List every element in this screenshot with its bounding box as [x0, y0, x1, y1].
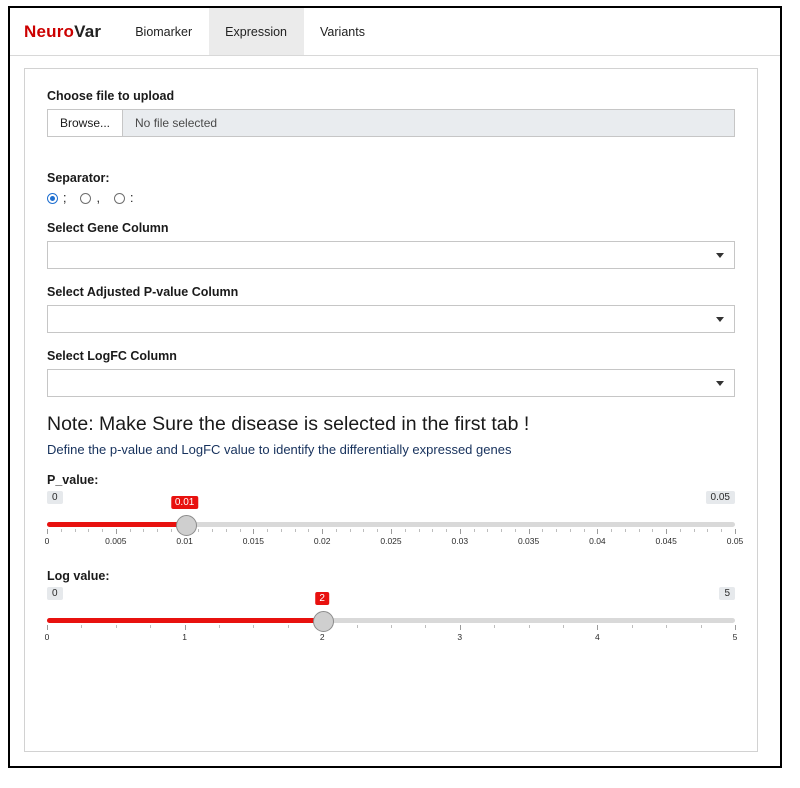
slider-tick-minor	[143, 529, 144, 532]
slider-tick-minor	[515, 529, 516, 532]
slider-tick-minor	[584, 529, 585, 532]
separator-option-semicolon-label: ;	[63, 191, 67, 205]
slider-tick-label: 0.025	[380, 536, 402, 546]
slider-tick-minor	[130, 529, 131, 532]
slider-tick-minor	[625, 529, 626, 532]
slider-tick-label: 0.02	[313, 536, 331, 546]
logfc-column-select[interactable]	[47, 369, 735, 397]
slider-tick-label: 0.05	[726, 536, 744, 546]
chevron-down-icon	[716, 317, 724, 322]
separator-option-semicolon[interactable]	[47, 191, 66, 205]
pvalue-slider-block	[44, 473, 744, 546]
log-slider-max: 5	[719, 587, 735, 600]
brand-logo[interactable]	[10, 8, 119, 55]
tab-biomarker[interactable]	[119, 8, 209, 55]
log-slider[interactable]	[44, 593, 738, 642]
slider-tick-minor	[556, 529, 557, 532]
slider-tick-minor	[102, 529, 103, 532]
slider-tick	[735, 625, 736, 630]
slider-tick-minor	[542, 529, 543, 532]
gene-column-label: Select Gene Column	[47, 221, 169, 235]
log-slider-ticks	[44, 625, 738, 642]
slider-tick-minor	[639, 529, 640, 532]
brand-part-one: Neuro	[24, 21, 75, 41]
slider-tick-label: 4	[595, 632, 600, 642]
slider-tick-minor	[425, 625, 426, 628]
pvalue-slider-ends	[47, 491, 735, 507]
pvalue-slider-caption: P_value:	[47, 473, 99, 487]
slider-tick-minor	[652, 529, 653, 532]
radio-icon[interactable]	[47, 193, 58, 204]
log-slider-ends	[47, 587, 735, 603]
radio-icon[interactable]	[80, 193, 91, 204]
slider-tick	[253, 529, 254, 534]
slider-tick-label: 0.01	[176, 536, 193, 546]
slider-tick-label: 1	[182, 632, 187, 642]
slider-tick-minor	[336, 529, 337, 532]
file-upload-control[interactable]	[47, 109, 735, 137]
slider-tick-label: 2	[319, 632, 325, 642]
pvalue-slider-min: 0	[47, 491, 63, 504]
separator-group	[47, 171, 735, 205]
radio-icon[interactable]	[114, 193, 125, 204]
slider-tick	[597, 625, 598, 630]
separator-option-comma-label: ,	[96, 191, 100, 205]
slider-tick-minor	[419, 529, 420, 532]
separator-label: Separator:	[47, 171, 110, 185]
note-subtext: Define the p-value and LogFC value to identify the differentially expressed genes	[47, 442, 512, 457]
slider-tick-label: 0.015	[242, 536, 265, 546]
note-headline: Note: Make Sure the disease is selected in the first tab !	[47, 413, 530, 435]
slider-tick-label: 0.005	[105, 536, 127, 546]
slider-tick-minor	[226, 529, 227, 532]
chevron-down-icon	[716, 253, 724, 258]
logfc-column-label: Select LogFC Column	[47, 349, 177, 363]
slider-tick-minor	[267, 529, 268, 532]
slider-tick-minor	[308, 529, 309, 532]
slider-tick-minor	[350, 529, 351, 532]
tab-biomarker-label: Biomarker	[135, 24, 193, 39]
upload-label: Choose file to upload	[47, 89, 175, 103]
slider-tick-label: 0	[44, 536, 50, 546]
slider-tick-minor	[81, 625, 82, 628]
slider-tick-minor	[680, 529, 681, 532]
separator-option-colon-label: :	[129, 191, 134, 205]
separator-radio-row	[47, 191, 735, 205]
slider-tick	[47, 529, 48, 534]
slider-tick-minor	[529, 625, 530, 628]
slider-tick-minor	[150, 625, 151, 628]
slider-tick-minor	[563, 625, 564, 628]
slider-tick-minor	[357, 625, 358, 628]
slider-tick-minor	[219, 625, 220, 628]
slider-tick-minor	[474, 529, 475, 532]
slider-tick-minor	[288, 625, 289, 628]
slider-tick-minor	[446, 529, 447, 532]
slider-tick-minor	[666, 625, 667, 628]
expression-panel	[24, 68, 758, 752]
slider-tick-minor	[632, 625, 633, 628]
slider-tick-label: 0.03	[451, 536, 469, 546]
pvalue-column-field	[47, 285, 735, 333]
slider-tick-minor	[198, 529, 199, 532]
slider-tick-minor	[157, 529, 158, 532]
separator-option-comma[interactable]	[80, 191, 99, 205]
slider-tick	[666, 529, 667, 534]
slider-tick-minor	[75, 529, 76, 532]
log-slider-fill	[47, 618, 322, 623]
brand-part-two: Var	[74, 21, 102, 41]
slider-tick	[460, 625, 461, 630]
gene-column-field	[47, 221, 735, 269]
pvalue-slider-value: 0.01	[171, 496, 198, 509]
slider-tick-minor	[171, 529, 172, 532]
tab-expression-label: Expression	[225, 24, 288, 39]
slider-tick-minor	[88, 529, 89, 532]
tab-variants[interactable]	[304, 8, 382, 55]
slider-tick-label: 0	[44, 632, 50, 642]
log-slider-caption: Log value:	[47, 569, 110, 583]
slider-tick-label: 0.04	[589, 536, 606, 546]
slider-tick-label: 0.045	[655, 536, 677, 546]
pvalue-slider[interactable]	[44, 497, 744, 546]
slider-tick-minor	[487, 529, 488, 532]
logfc-column-field	[47, 349, 735, 397]
slider-tick-minor	[240, 529, 241, 532]
slider-tick-minor	[707, 529, 708, 532]
chevron-down-icon	[716, 381, 724, 386]
slider-tick-minor	[694, 529, 695, 532]
slider-tick	[460, 529, 461, 534]
slider-tick-minor	[61, 529, 62, 532]
slider-tick-label: 0.035	[517, 536, 540, 546]
log-slider-min: 0	[47, 587, 63, 600]
slider-tick-minor	[295, 529, 296, 532]
slider-tick-minor	[701, 625, 702, 628]
slider-tick-minor	[721, 529, 722, 532]
pvalue-slider-ticks	[44, 529, 744, 546]
slider-tick-minor	[116, 625, 117, 628]
slider-tick	[391, 529, 392, 534]
slider-tick-minor	[281, 529, 282, 532]
slider-tick-minor	[432, 529, 433, 532]
navbar	[10, 8, 780, 56]
slider-tick-minor	[570, 529, 571, 532]
log-slider-block	[44, 569, 738, 642]
slider-tick	[185, 625, 186, 630]
browse-button[interactable]: Browse...	[48, 110, 123, 136]
slider-tick	[529, 529, 530, 534]
slider-tick	[322, 529, 323, 534]
slider-tick-minor	[494, 625, 495, 628]
slider-tick	[597, 529, 598, 534]
gene-column-select[interactable]	[47, 241, 735, 269]
file-status-text: No file selected	[135, 116, 218, 130]
slider-tick-minor	[391, 625, 392, 628]
slider-tick-minor	[253, 625, 254, 628]
slider-tick-minor	[377, 529, 378, 532]
pvalue-slider-handle[interactable]	[176, 515, 197, 536]
slider-tick-label: 3	[457, 632, 463, 642]
slider-tick	[47, 625, 48, 630]
tab-variants-label: Variants	[320, 24, 365, 39]
pvalue-column-select[interactable]	[47, 305, 735, 333]
slider-tick-minor	[363, 529, 364, 532]
tab-expression[interactable]	[209, 8, 304, 55]
slider-tick-minor	[501, 529, 502, 532]
slider-tick-minor	[611, 529, 612, 532]
slider-tick-minor	[405, 529, 406, 532]
slider-tick-label: 5	[732, 632, 738, 642]
pvalue-column-label: Select Adjusted P-value Column	[47, 285, 239, 299]
pvalue-slider-fill	[47, 522, 185, 527]
pvalue-slider-max: 0.05	[706, 491, 735, 504]
separator-option-colon[interactable]	[114, 191, 133, 205]
app-window	[8, 6, 782, 768]
slider-tick-minor	[212, 529, 213, 532]
slider-tick	[735, 529, 736, 534]
log-slider-value: 2	[315, 592, 329, 605]
slider-tick	[116, 529, 117, 534]
nav-tabs	[119, 8, 382, 55]
